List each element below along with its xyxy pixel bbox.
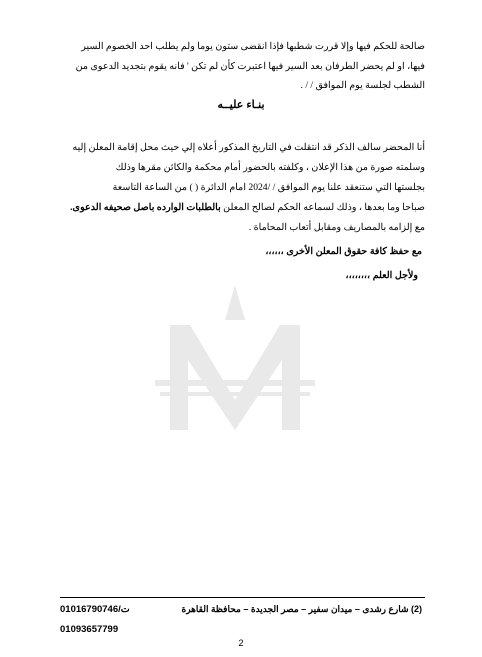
footer-address: (2) شارع رشدى – ميدان سفير – مصر الجديدة – محافظة القاهرة <box>181 604 422 614</box>
footer-divider <box>60 597 425 598</box>
text-line: صالحة للحكم فيها وإلا قررت شطبها فإذا انقضى ستون يوما ولم يطلب احد الخصوم السير <box>81 41 425 52</box>
page-number: 2 <box>238 638 244 648</box>
closing-rights: مع حفظ كافة حقوق المعلن الأخرى ،،،،،، <box>265 246 422 257</box>
text-line: وسلمته صورة من هذا الإعلان ، وكلفته بالحضور أمام محكمة والكائن مقرها وذلك <box>115 162 425 173</box>
section-heading: بنـاء عليــه <box>217 99 265 111</box>
text-line: الشطب لجلسة يوم الموافق / / . <box>300 80 425 91</box>
paragraph-procedure <box>60 37 425 96</box>
text-line <box>60 198 425 218</box>
closing-notice: ولأجل العلم ،،،،،،،، <box>345 270 418 281</box>
text-line: فيها، او لم يحضر الطرفان بعد السير فيها اعتبرت كأن لم تكن ' فانه يقوم بتجديد الدعوى من <box>75 60 425 72</box>
text-plain: صباحا وما بعدها ، وذلك لسماعه الحكم لصالح المعلن <box>220 202 425 213</box>
text-line: مع إلزامه بالمصاريف ومقابل أتعاب المحاماة . <box>248 222 425 233</box>
text-bold-requests: بالطلبات الوارده باصل صحيفه الدعوى. <box>70 202 221 213</box>
text-line: بجلستها التي ستنعقد علنا يوم الموافق / /2024 امام الدائرة ( ) من الساعة التاسعة <box>112 182 425 193</box>
text-line: أنا المحضر سالف الذكر قد انتقلت في التاريخ المذكور أعلاه إلي حيث محل إقامة المعلن إليه <box>72 142 425 153</box>
footer-phone-1: ت/01016790746 <box>60 604 130 615</box>
logo-watermark-icon <box>150 280 320 450</box>
footer-phone-2: 01093657799 <box>60 624 119 635</box>
paragraph-summons <box>60 138 425 238</box>
